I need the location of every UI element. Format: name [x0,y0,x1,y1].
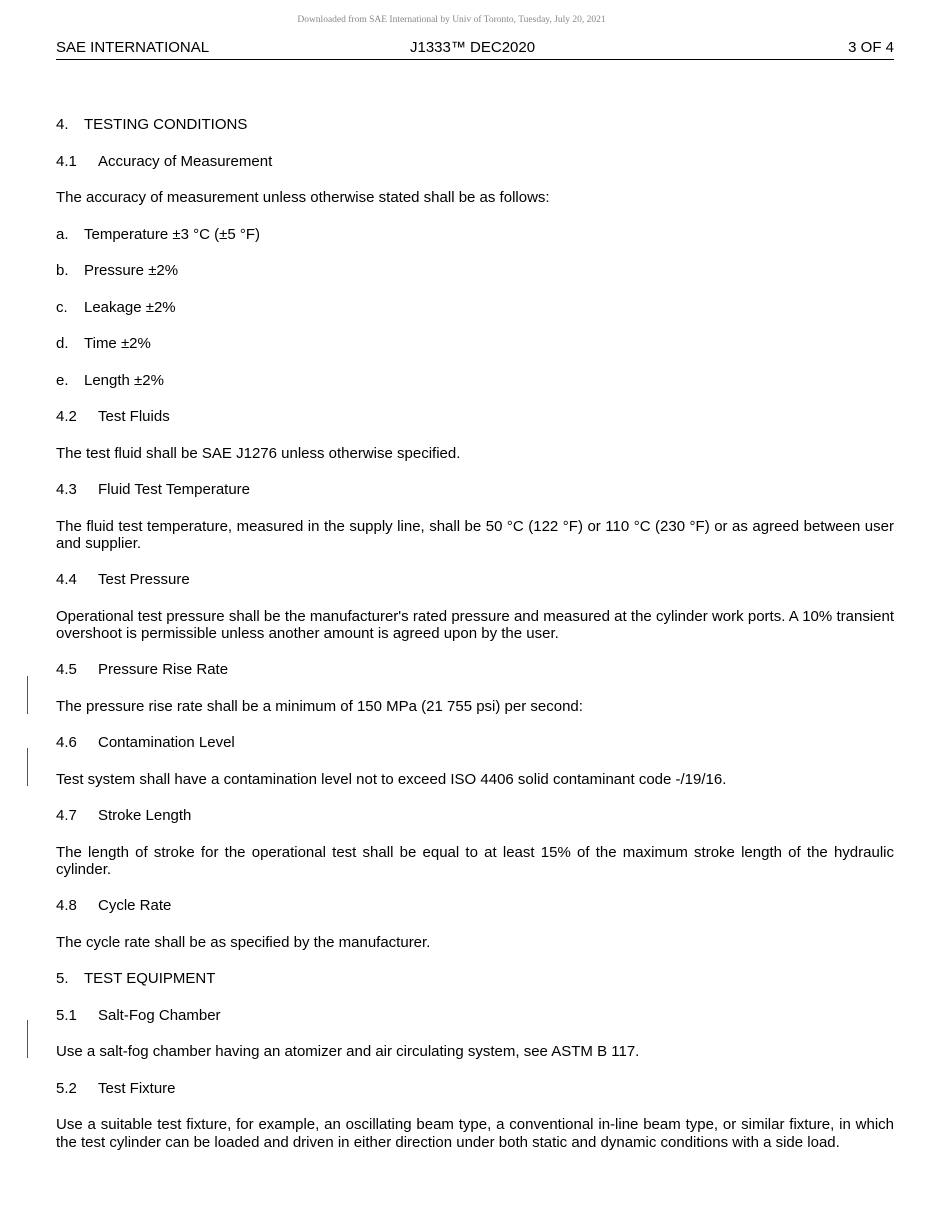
document-body [56,116,894,1170]
section-heading-4-5: 4.5 Pressure Rise Rate [56,661,229,678]
section-heading-4-7: 4.7 Stroke Length [56,807,192,824]
paragraph: Operational test pressure shall be the manufacturer's rated pressure and measured at the cylinder work ports. A 10% transient overshoot is permissible unless another amount is agreed upon by the user. [56,607,894,642]
paragraph: Use a salt-fog chamber having an atomizer and air circulating system, see ASTM B 117. [56,1043,640,1060]
section-heading-5: 5. TEST EQUIPMENT [56,970,216,987]
paragraph: The fluid test temperature, measured in the supply line, shall be 50 °C (122 °F) or 110 °C (230 °F) or as agreed between user and supplier. [56,517,894,552]
header-doc-id: J1333™ DEC2020 [410,39,536,56]
list-item: e. Length ±2% [56,371,164,389]
section-heading-4-6: 4.6 Contamination Level [56,734,235,751]
paragraph: The accuracy of measurement unless otherwise stated shall be as follows: [56,189,550,206]
paragraph: Use a suitable test fixture, for example, an oscillating beam type, a conventional in-line beam type, or similar fixture, in which the test cylinder can be loaded and driven in either direction under both static and dynamic conditions with a side load. [56,1116,894,1151]
section-heading-4-4: 4.4 Test Pressure [56,571,190,588]
page-header [56,39,894,60]
paragraph: The length of stroke for the operational test shall be equal to at least 15% of the maximum stroke length of the hydraulic cylinder. [56,843,894,878]
section-heading-4-1: 4.1 Accuracy of Measurement [56,152,273,170]
download-note: Downloaded from SAE International by Univ of Toronto, Tuesday, July 20, 2021 [297,15,606,25]
paragraph: The test fluid shall be SAE J1276 unless otherwise specified. [56,444,461,462]
header-page-number: 3 OF 4 [848,39,894,56]
paragraph: The cycle rate shall be as specified by the manufacturer. [56,933,431,951]
change-bar [27,1020,28,1058]
list-item: c. Leakage ±2% [56,298,176,316]
section-heading-4-3: 4.3 Fluid Test Temperature [56,481,251,498]
header-org: SAE INTERNATIONAL [56,39,210,56]
list-item: d. Time ±2% [56,335,151,352]
change-bar [27,748,28,786]
list-item: a. Temperature ±3 °C (±5 °F) [56,225,261,243]
section-heading-4: 4. TESTING CONDITIONS [56,116,248,133]
section-heading-4-2: 4.2 Test Fluids [56,408,170,425]
section-heading-5-2: 5.2 Test Fixture [56,1079,176,1097]
section-heading-4-8: 4.8 Cycle Rate [56,897,172,914]
paragraph: The pressure rise rate shall be a minimum of 150 MPa (21 755 psi) per second: [56,697,583,715]
section-heading-5-1: 5.1 Salt-Fog Chamber [56,1006,221,1024]
list-item: b. Pressure ±2% [56,262,179,279]
paragraph: Test system shall have a contamination level not to exceed ISO 4406 solid contaminant code -/19/16. [56,770,727,788]
change-bar [27,676,28,714]
